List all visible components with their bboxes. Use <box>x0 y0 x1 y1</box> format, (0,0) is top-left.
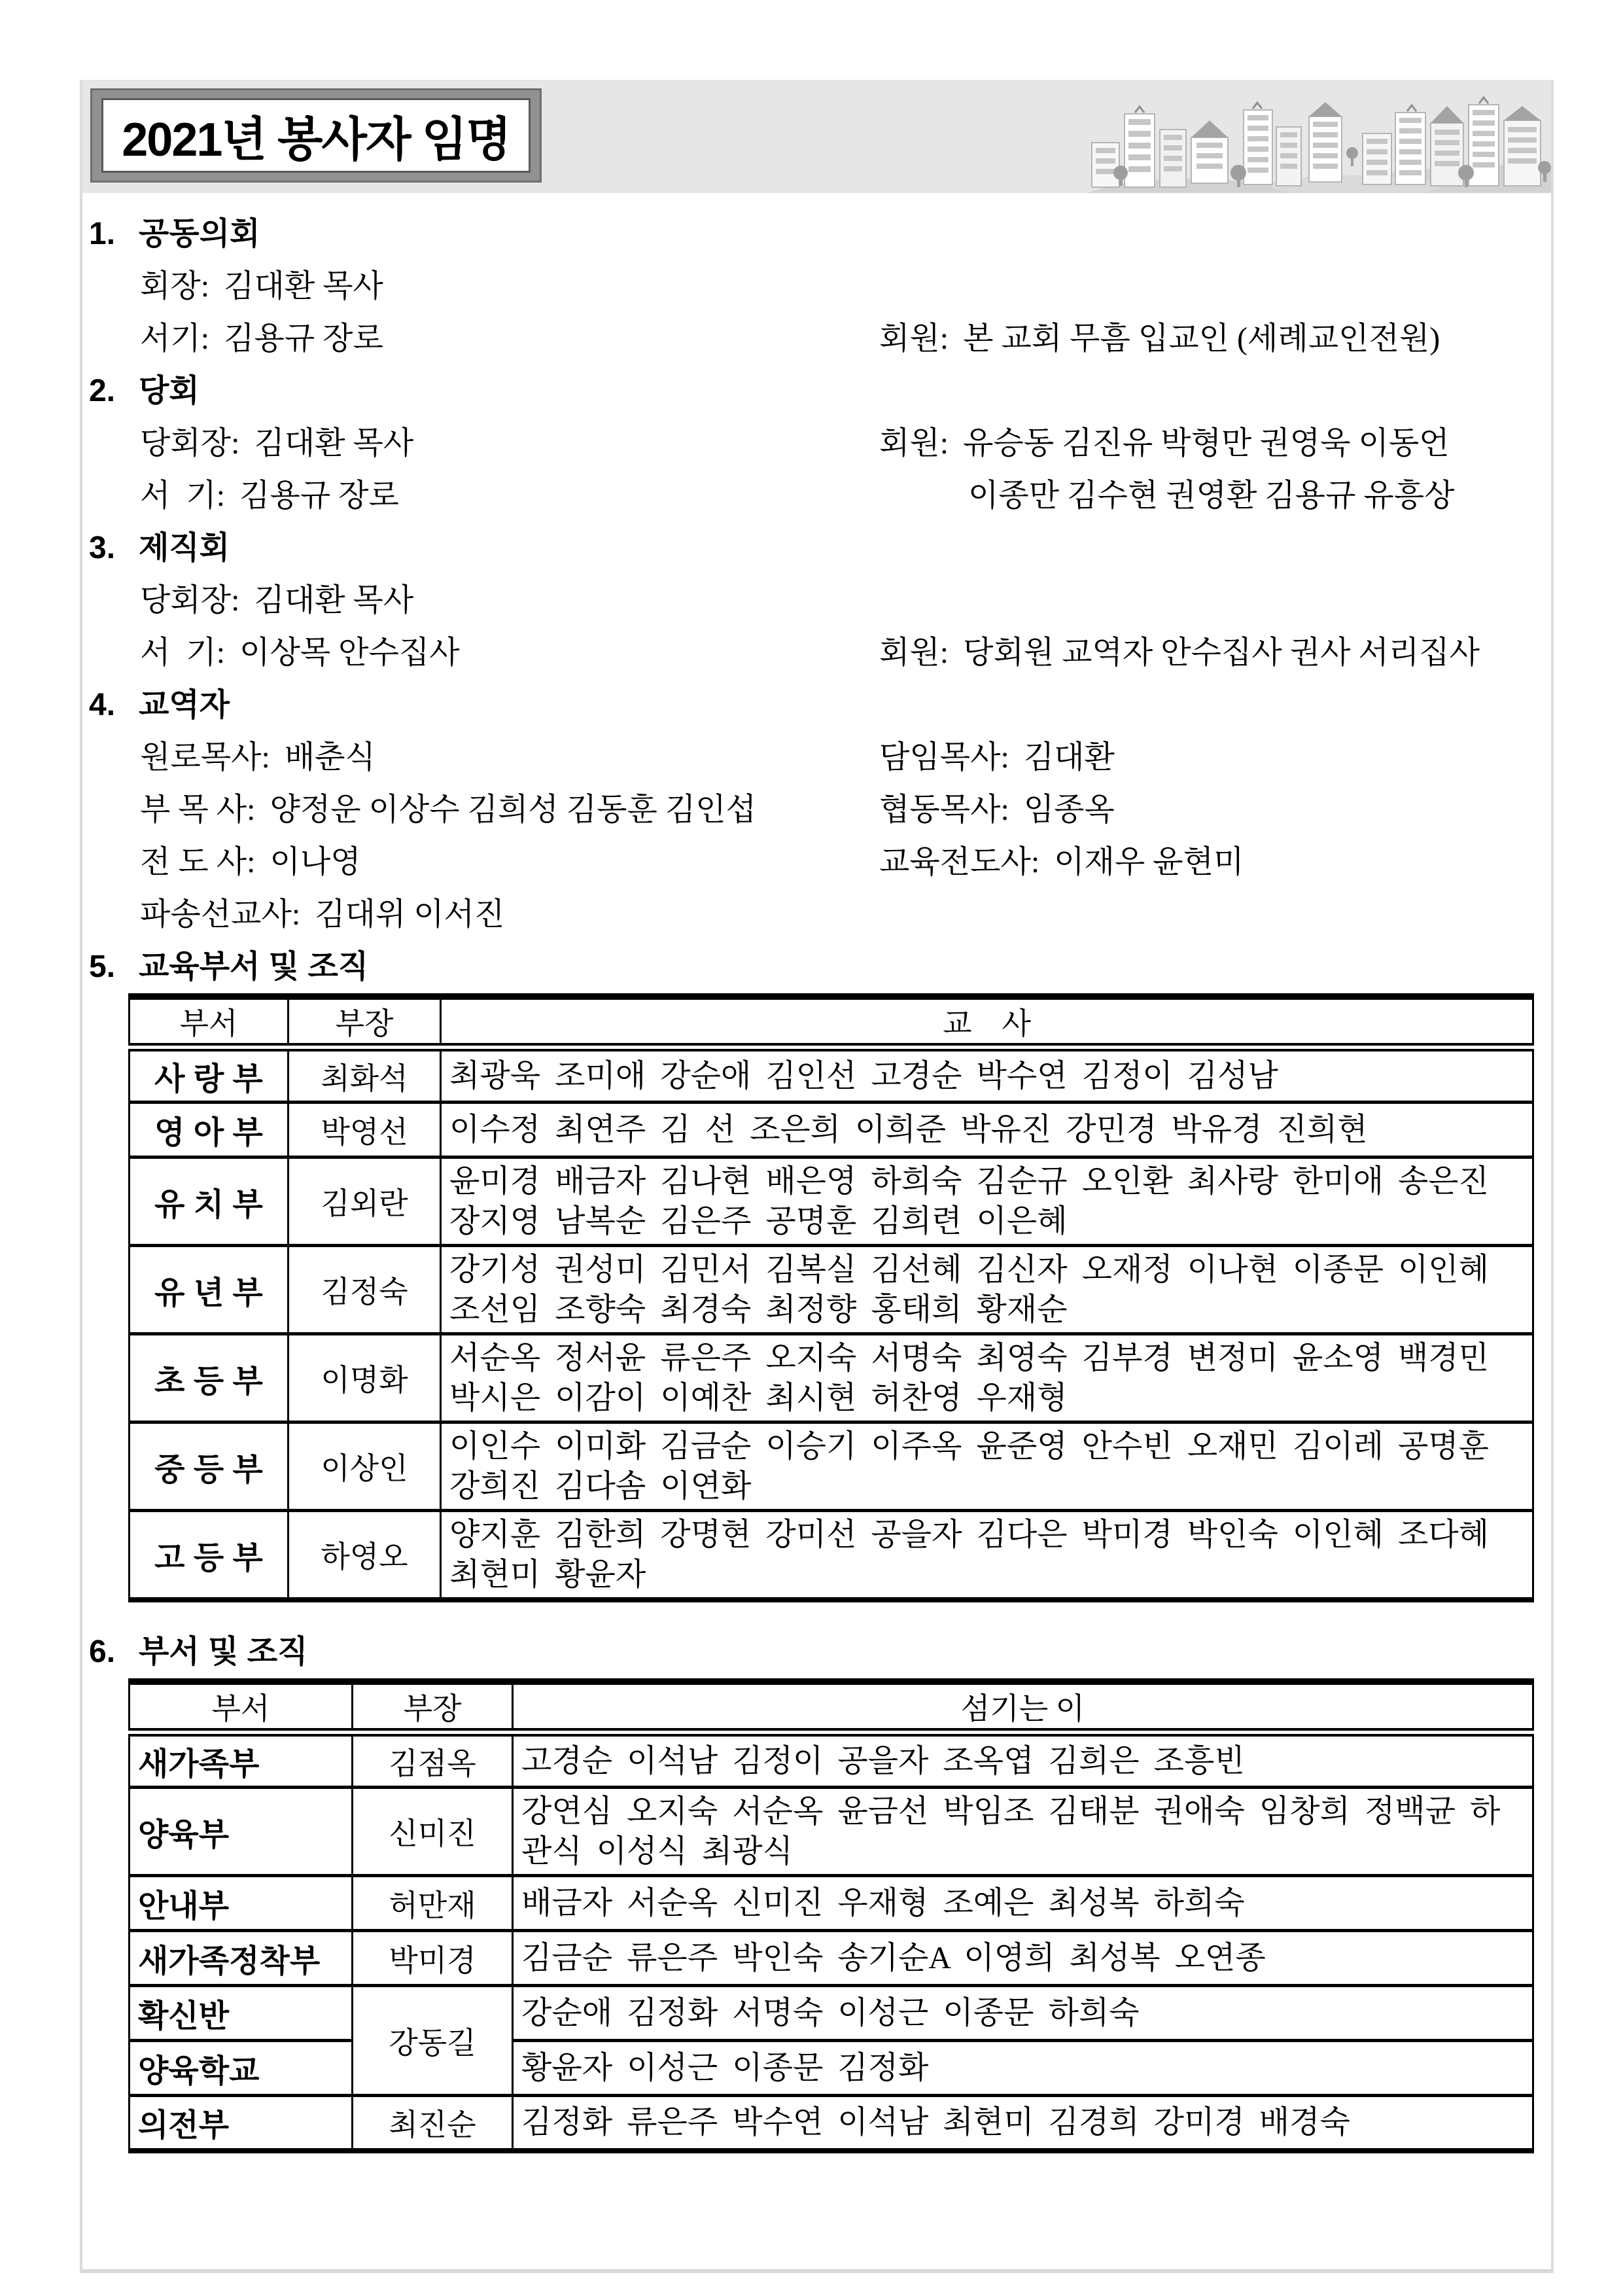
head-cell: 하영오 <box>288 1511 441 1600</box>
field-label: 회원: <box>879 635 949 670</box>
dept-cell: 중 등 부 <box>130 1422 288 1511</box>
head-cell: 김외란 <box>288 1157 441 1246</box>
field-label: 원로목사: <box>140 740 270 775</box>
section-4 <box>82 679 1551 941</box>
column-header-servants: 섬기는 이 <box>513 1682 1533 1733</box>
members-cell: 황윤자 이성근 이종문 김정화 <box>513 2041 1533 2096</box>
head-cell: 이명화 <box>288 1334 441 1422</box>
field-label: 당회장: <box>140 583 240 618</box>
members-cell: 고경순 이석남 김정이 공을자 조옥엽 김희은 조흥빈 <box>513 1733 1533 1788</box>
head-cell: 박영선 <box>288 1103 441 1157</box>
field-value: 이재우 윤현미 <box>1054 845 1244 879</box>
field-value: 이상목 안수집사 <box>239 635 460 670</box>
head-cell: 김점옥 <box>353 1733 513 1788</box>
education-departments-table <box>128 993 1534 1602</box>
head-cell-merged: 강동길 <box>353 1986 513 2096</box>
dept-cell: 양육부 <box>130 1788 353 1876</box>
table-row <box>130 1103 1533 1157</box>
text-line <box>82 732 1551 784</box>
section-6 <box>82 1626 1551 2153</box>
section-title: 교역자 <box>139 688 230 722</box>
text-line <box>82 417 1551 470</box>
dept-cell: 사 랑 부 <box>154 1062 263 1097</box>
members-cell: 강기성 권성미 김민서 김복실 김선혜 김신자 오재정 이나현 이종문 이인혜 조선임 조향숙 최경숙 최정향 홍태희 황재순 <box>441 1246 1533 1334</box>
field-label: 당회장: <box>140 426 240 461</box>
column-header-head: 부장 <box>353 1682 513 1733</box>
head-cell: 신미진 <box>353 1788 513 1876</box>
field-label: 회장: <box>140 269 210 304</box>
table-row <box>130 1246 1533 1334</box>
field-label: 교육전도사: <box>879 845 1040 879</box>
city-illustration-icon <box>1081 80 1551 193</box>
section-3 <box>82 522 1551 679</box>
right-column-line <box>879 313 1440 365</box>
right-column-line <box>879 836 1244 889</box>
section-title: 당회 <box>139 374 200 408</box>
dept-cell: 안내부 <box>130 1876 353 1931</box>
column-header-teachers: 교 사 <box>441 997 1533 1048</box>
section-2 <box>82 365 1551 522</box>
head-cell: 김정숙 <box>288 1246 441 1334</box>
members-cell: 이수정 최연주 김 선 조은희 이희준 박유진 강민경 박유경 진희현 <box>441 1103 1533 1157</box>
field-value: 김용규 장로 <box>239 478 399 513</box>
members-cell: 양지훈 김한희 강명현 강미선 공을자 김다은 박미경 박인숙 이인혜 조다혜 최현미 황윤자 <box>441 1511 1533 1600</box>
head-cell: 허만재 <box>353 1876 513 1931</box>
section-number: 3. <box>89 531 116 565</box>
section-5 <box>82 941 1551 1602</box>
field-label: 전 도 사: <box>140 845 256 879</box>
text-line <box>82 784 1551 836</box>
text-line <box>82 260 1551 313</box>
field-label: 서 기: <box>140 635 226 670</box>
head-cell: 최화석 <box>288 1048 441 1103</box>
head-cell: 박미경 <box>353 1931 513 1986</box>
field-value: 김대위 이서진 <box>315 897 505 932</box>
table-row <box>130 1511 1533 1600</box>
title-box <box>90 88 542 183</box>
section-2-heading <box>82 365 1551 417</box>
dept-cell: 유 치 부 <box>130 1157 288 1246</box>
field-value: 양정운 이상수 김희성 김동훈 김인섭 <box>270 792 756 827</box>
field-value: 김대환 목사 <box>224 269 383 304</box>
members-cell: 이인수 이미화 김금순 이승기 이주옥 윤준영 안수빈 오재민 김이레 공명훈 강희진 김다솜 이연화 <box>441 1422 1533 1511</box>
table-row <box>130 1788 1533 1876</box>
right-column-line <box>879 627 1480 679</box>
section-title: 제직회 <box>139 531 230 565</box>
dept-cell: 고 등 부 <box>130 1511 288 1600</box>
section-4-heading <box>82 679 1551 732</box>
text-line <box>82 889 1551 941</box>
field-label: 담임목사: <box>879 740 1009 775</box>
field-value: 임종옥 <box>1023 792 1115 827</box>
column-header-dept: 부서 <box>130 1682 353 1733</box>
dept-cell: 의전부 <box>130 2096 353 2151</box>
column-header-head: 부장 <box>288 997 441 1048</box>
field-value: 김용규 장로 <box>224 321 383 356</box>
member-names: 이종만 김수현 권영환 김용규 유흥상 <box>968 478 1455 513</box>
dept-cell: 초 등 부 <box>130 1334 288 1422</box>
table-row <box>130 2096 1533 2151</box>
members-cell: 강연심 오지숙 서순옥 윤금선 박임조 김태분 권애숙 임창희 정백균 하관식 이성식 최광식 <box>513 1788 1533 1876</box>
field-label: 서 기: <box>140 478 226 513</box>
table-row <box>130 1334 1533 1422</box>
section-number: 2. <box>89 374 116 408</box>
field-value: 본 교회 무흠 입교인 (세례교인전원) <box>963 321 1440 356</box>
field-value: 배춘식 <box>284 740 375 775</box>
field-label: 파송선교사: <box>140 897 301 932</box>
table-row <box>130 2041 1533 2096</box>
field-label: 회원: <box>879 321 949 356</box>
field-label: 부 목 사: <box>140 792 256 827</box>
text-line <box>82 574 1551 627</box>
field-label: 협동목사: <box>879 792 1009 827</box>
section-1-heading <box>82 208 1551 260</box>
section-title: 공동의회 <box>139 217 260 251</box>
table-row <box>130 1422 1533 1511</box>
text-line <box>82 470 1551 522</box>
right-column-continuation <box>968 470 1455 522</box>
right-column-line <box>879 732 1115 784</box>
table-row <box>130 1986 1533 2041</box>
dept-cell: 양육학교 <box>130 2041 353 2096</box>
field-value: 김대환 목사 <box>254 583 414 618</box>
dept-cell: 영 아 부 <box>130 1103 288 1157</box>
section-3-heading <box>82 522 1551 574</box>
table-row <box>130 1931 1533 1986</box>
document-page <box>80 80 1554 2273</box>
field-value: 김대환 <box>1023 740 1115 775</box>
members-cell: 배금자 서순옥 신미진 우재형 조예은 최성복 하희숙 <box>513 1876 1533 1931</box>
table-row <box>130 1048 1533 1103</box>
section-number: 4. <box>89 688 116 722</box>
section-title: 부서 및 조직 <box>139 1634 308 1669</box>
members-cell: 윤미경 배금자 김나현 배은영 하희숙 김순규 오인환 최사랑 한미애 송은진 장지영 남복순 김은주 공명훈 김희련 이은혜 <box>441 1157 1533 1246</box>
header-band <box>82 80 1551 193</box>
table-header-row <box>130 1682 1533 1733</box>
text-line <box>82 836 1551 889</box>
dept-cell: 유 년 부 <box>130 1246 288 1334</box>
field-label: 서기: <box>140 321 210 356</box>
right-column-line <box>879 784 1115 836</box>
field-label: 회원: <box>879 426 949 461</box>
ministry-departments-table <box>128 1678 1534 2153</box>
section-number: 6. <box>89 1634 116 1669</box>
dept-cell: 새가족정착부 <box>130 1931 353 1986</box>
title-frame <box>101 98 531 173</box>
page-title: 2021년 봉사자 임명 <box>122 114 510 166</box>
right-column-line <box>879 417 1450 470</box>
section-number: 1. <box>89 217 116 251</box>
head-cell: 이상인 <box>288 1422 441 1511</box>
section-1 <box>82 208 1551 365</box>
column-header-dept: 부서 <box>130 997 288 1048</box>
field-value: 이나영 <box>270 845 361 879</box>
member-names: 유승동 김진유 박형만 권영욱 이동언 <box>963 426 1450 461</box>
members-cell: 최광욱 조미애 강순애 김인선 고경순 박수연 김정이 김성남 <box>441 1048 1533 1103</box>
section-6-heading <box>82 1626 1551 1678</box>
dept-cell: 새가족부 <box>138 1747 260 1782</box>
dept-cell: 확신반 <box>130 1986 353 2041</box>
text-line <box>82 313 1551 365</box>
member-names: 당회원 교역자 안수집사 권사 서리집사 <box>963 635 1480 670</box>
members-cell: 서순옥 정서윤 류은주 오지숙 서명숙 최영숙 김부경 변정미 윤소영 백경민 박시은 이감이 이예찬 최시현 허찬영 우재형 <box>441 1334 1533 1422</box>
members-cell: 강순애 김정화 서명숙 이성근 이종문 하희숙 <box>513 1986 1533 2041</box>
head-cell: 최진순 <box>353 2096 513 2151</box>
table-row <box>130 1876 1533 1931</box>
members-cell: 김정화 류은주 박수연 이석남 최현미 김경희 강미경 배경숙 <box>513 2096 1533 2151</box>
document-body <box>82 193 1551 2153</box>
table-header-row <box>130 997 1533 1048</box>
table-row <box>130 1157 1533 1246</box>
field-value: 김대환 목사 <box>254 426 414 461</box>
section-title: 교육부서 및 조직 <box>139 949 369 984</box>
members-cell: 김금순 류은주 박인숙 송기순A 이영희 최성복 오연종 <box>513 1931 1533 1986</box>
section-5-heading <box>82 941 1551 993</box>
table-row <box>130 1733 1533 1788</box>
section-number: 5. <box>89 949 116 984</box>
text-line <box>82 627 1551 679</box>
